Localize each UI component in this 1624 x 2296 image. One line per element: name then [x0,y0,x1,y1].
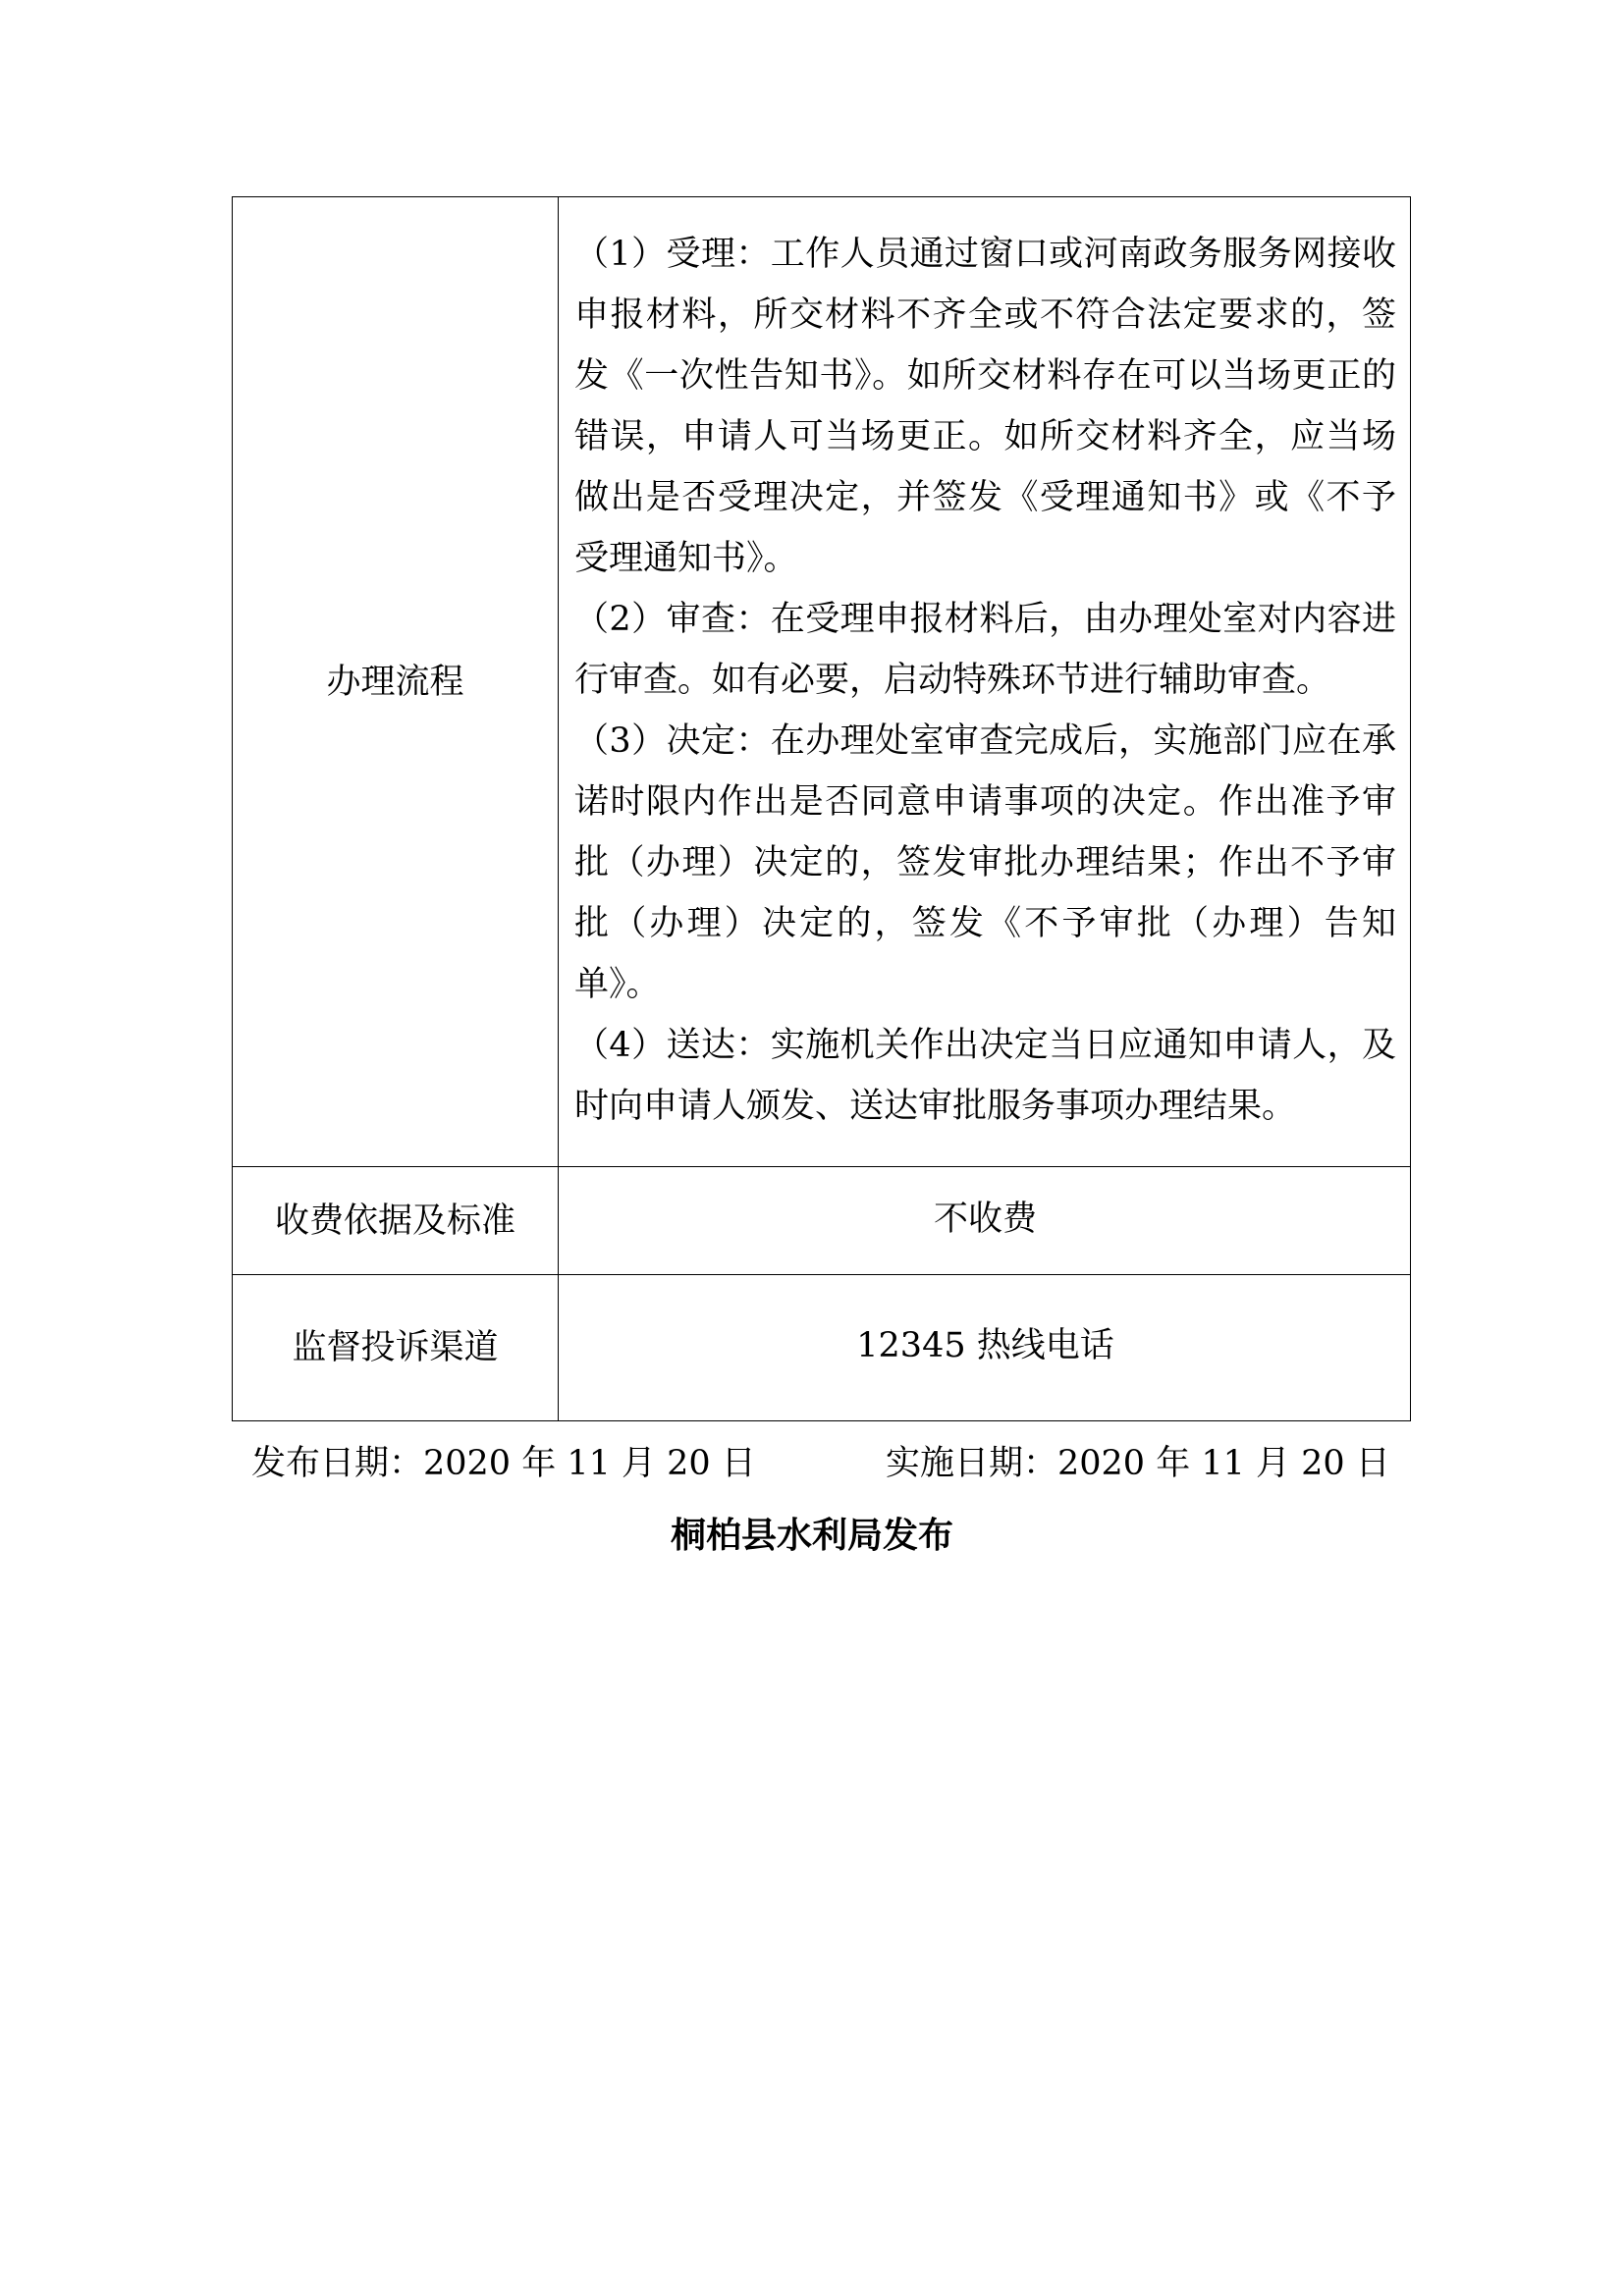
process-content [559,197,1411,1167]
process-label: 办理流程 [233,197,559,1167]
process-row [233,197,1411,1167]
complaint-value: 12345 热线电话 [559,1275,1411,1421]
publisher: 桐柏县水利局发布 [670,1516,953,1556]
process-step-deliver: （4）送达：实施机关作出决定当日应通知申请人，及时向申请人颁发、送达审批服务事项办理结果。 [574,1025,1396,1126]
fee-value: 不收费 [559,1167,1411,1275]
service-info-table [232,196,1411,1421]
process-step-review: （2）审查：在受理申报材料后，由办理处室对内容进行审查。如有必要，启动特殊环节进行辅助审查。 [574,599,1396,700]
publish-date: 发布日期：2020 年 11 月 20 日 [251,1444,756,1483]
process-step-decide: （3）决定：在办理处室审查完成后，实施部门应在承诺时限内作出是否同意申请事项的决定。作出准予审批（办理）决定的，签发审批办理结果；作出不予审批（办理）决定的，签发《不予审批（办理）告知单》。 [574,721,1396,1004]
fee-label: 收费依据及标准 [233,1167,559,1275]
effective-date: 实施日期：2020 年 11 月 20 日 [886,1444,1390,1483]
complaint-row [233,1275,1411,1421]
complaint-label: 监督投诉渠道 [233,1275,559,1421]
process-step-accept: （1）受理：工作人员通过窗口或河南政务服务网接收申报材料，所交材料不齐全或不符合法定要求的，签发《一次性告知书》。如所交材料存在可以当场更正的错误，申请人可当场更正。如所交材料齐全，应当场做出是否受理决定，并签发《受理通知书》或《不予受理通知书》。 [574,234,1396,578]
fee-row [233,1167,1411,1275]
